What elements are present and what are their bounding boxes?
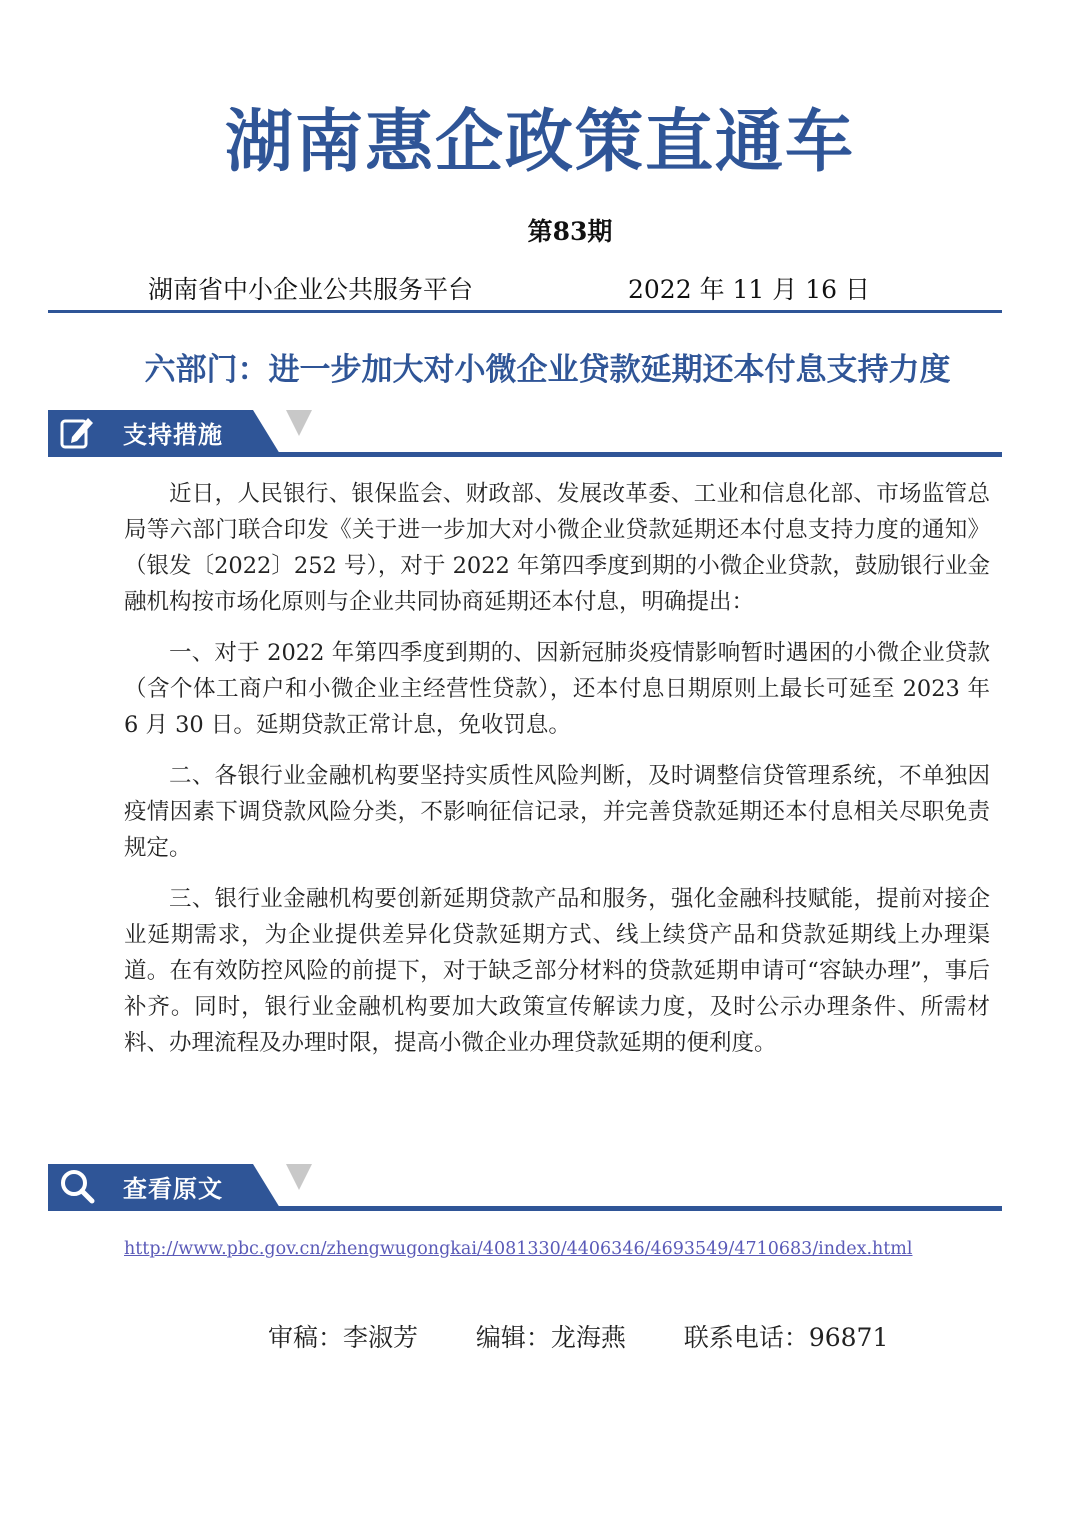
section-label-original: 查看原文	[123, 1175, 223, 1203]
issue-number: 第83期	[527, 217, 613, 246]
header-divider	[48, 310, 1002, 313]
footer-reviewer: 审稿：李淑芳	[268, 1323, 419, 1352]
section-bar-original	[48, 1164, 1002, 1212]
edit-icon	[58, 413, 96, 451]
section-underline	[48, 1206, 1002, 1211]
footer-editor: 编辑：龙海燕	[475, 1323, 626, 1352]
section-underline	[48, 452, 1002, 457]
search-icon	[58, 1167, 96, 1205]
section-tab-triangle	[286, 410, 312, 436]
paragraph-item-2: 二、各银行业金融机构要坚持实质性风险判断，及时调整信贷管理系统，不单独因疫情因素下调贷款风险分类，不影响征信记录，并完善贷款延期还本付息相关尽职免责规定。	[124, 763, 990, 861]
footer-phone: 联系电话：96871	[683, 1323, 889, 1352]
publisher-name: 湖南省中小企业公共服务平台	[148, 275, 474, 304]
section-label-measures: 支持措施	[123, 421, 223, 449]
publish-date: 2022 年 11 月 16 日	[628, 275, 870, 304]
section-bar-measures	[48, 410, 1002, 458]
paragraph-item-3: 三、银行业金融机构要创新延期贷款产品和服务，强化金融科技赋能，提前对接企业延期需求，为企业提供差异化贷款延期方式、线上续贷产品和贷款延期线上办理渠道。在有效防控风险的前提下，对于缺乏部分材料的贷款延期申请可“容缺办理”，事后补齐。同时，银行业金融机构要加大政策宣传解读力度，及时公示办理条件、所需材料、办理流程及办理时限，提高小微企业办理贷款延期的便利度。	[124, 886, 990, 1056]
masthead-title: 湖南惠企政策直通车	[224, 103, 855, 182]
section-tab-triangle	[286, 1164, 312, 1190]
paragraph-intro: 近日，人民银行、银保监会、财政部、发展改革委、工业和信息化部、市场监管总局等六部门联合印发《关于进一步加大对小微企业贷款延期还本付息支持力度的通知》（银发〔2022〕252 号），对于 2022 年第四季度到期的小微企业贷款，鼓励银行业金融机构按市场化原则与企业共同协商延期还本付息，明确提出：	[124, 481, 990, 615]
article-title: 六部门：进一步加大对小微企业贷款延期还本付息支持力度	[144, 352, 951, 388]
article-body	[124, 476, 990, 1076]
paragraph-item-1: 一、对于 2022 年第四季度到期的、因新冠肺炎疫情影响暂时遇困的小微企业贷款（含个体工商户和小微企业主经营性贷款），还本付息日期原则上最长可延至 2023 年 6 月 30 日。延期贷款正常计息，免收罚息。	[124, 640, 990, 738]
original-source-link[interactable]: http://www.pbc.gov.cn/zhengwugongkai/4081330/4406346/4693549/4710683/index.html	[124, 1239, 913, 1259]
footer-credits	[268, 1318, 888, 1354]
